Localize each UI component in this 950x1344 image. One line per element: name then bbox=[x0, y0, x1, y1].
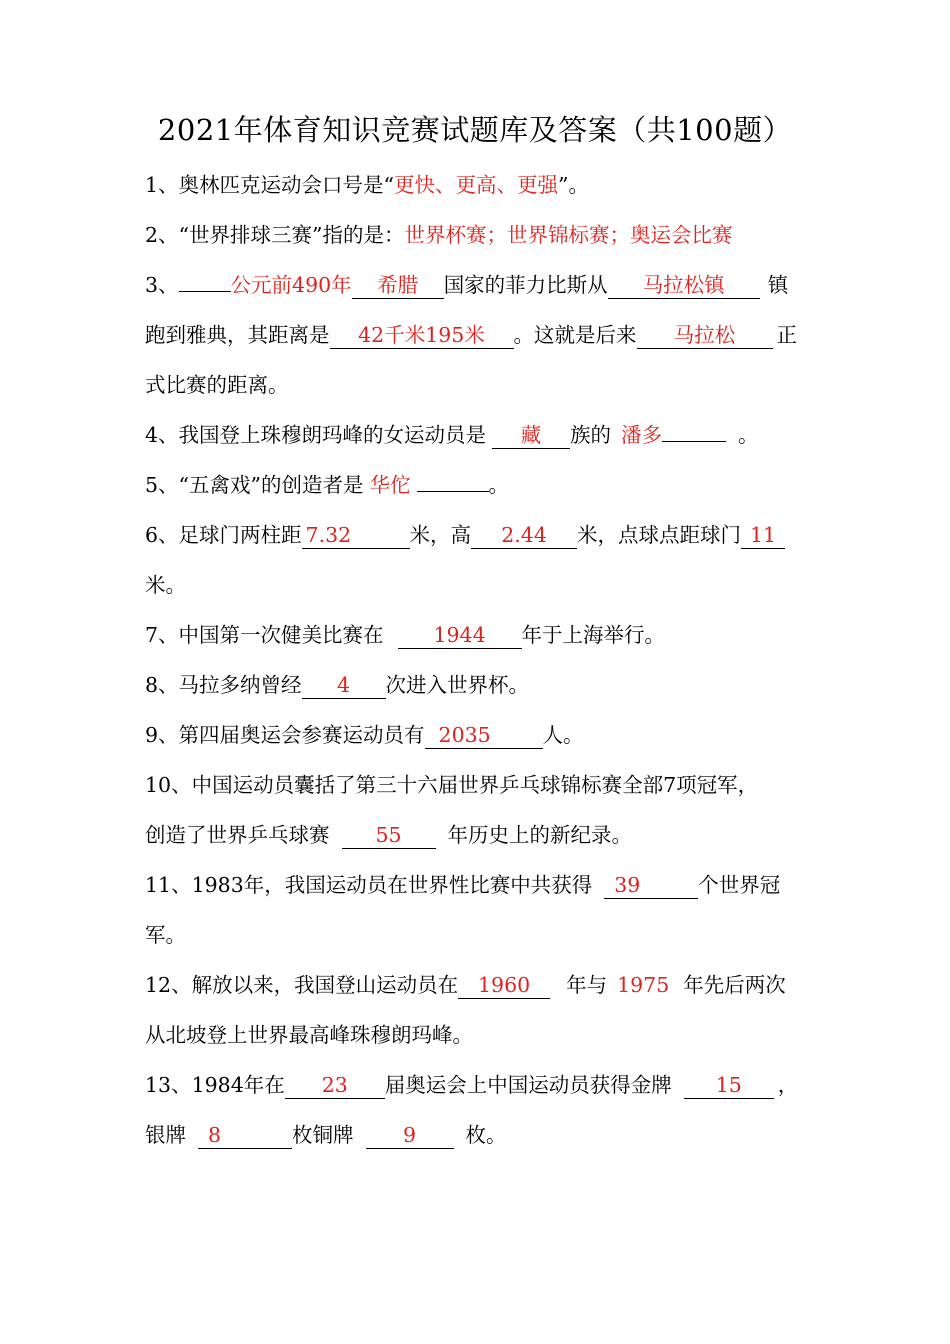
question-2 bbox=[145, 220, 810, 250]
answer: 世界杯赛；世界锦标赛；奥运会比赛 bbox=[404, 223, 733, 247]
question-11-line-2 bbox=[145, 920, 810, 950]
answer: 更快、更高、更强 bbox=[394, 173, 559, 197]
question-text: 银牌 bbox=[145, 1123, 186, 1147]
question-13-line-2 bbox=[145, 1120, 810, 1150]
answer-blank bbox=[604, 872, 698, 899]
answer: 8 bbox=[208, 1123, 222, 1147]
answer: 4 bbox=[337, 673, 351, 697]
answer-blank bbox=[302, 522, 410, 549]
answer-blank bbox=[198, 1122, 292, 1149]
question-text: 11、1983年，我国运动员在世界性比赛中共获得 bbox=[145, 873, 593, 897]
question-text: 。这就是后来 bbox=[513, 323, 637, 347]
question-text: 跑到雅典，其距离是 bbox=[145, 323, 330, 347]
question-text: 国家的菲力比斯从 bbox=[443, 273, 608, 297]
question-text: 米，点球点距球门 bbox=[577, 523, 742, 547]
answer: 华佗 bbox=[369, 473, 411, 497]
answer: 2035 bbox=[438, 723, 491, 747]
answer-blank bbox=[352, 272, 444, 299]
question-text: 米，高 bbox=[409, 523, 472, 547]
question-6 bbox=[145, 520, 810, 550]
question-text: 5、“五禽戏”的创造者是 bbox=[145, 473, 364, 497]
answer-blank bbox=[684, 1072, 774, 1099]
question-12 bbox=[145, 970, 810, 1000]
question-text: 1、奥林匹克运动会口号是“ bbox=[145, 173, 395, 197]
question-text: 次进入世界杯。 bbox=[385, 673, 530, 697]
question-text: 正 bbox=[776, 323, 797, 347]
answer: 藏 bbox=[520, 423, 542, 447]
answer-blank bbox=[285, 1072, 385, 1099]
question-text: 个世界冠 bbox=[698, 873, 781, 897]
question-number: 3、 bbox=[145, 273, 179, 297]
question-3 bbox=[145, 270, 810, 300]
question-6-line-2 bbox=[145, 570, 810, 600]
answer: 23 bbox=[321, 1073, 348, 1097]
question-text: 8、马拉多纳曾经 bbox=[145, 673, 302, 697]
answer: 11 bbox=[750, 523, 777, 547]
question-text: 4、我国登上珠穆朗玛峰的女运动员是 bbox=[145, 423, 487, 447]
question-12-line-2 bbox=[145, 1020, 810, 1050]
question-text: 族的 bbox=[570, 423, 612, 447]
answer: 2.44 bbox=[501, 523, 547, 547]
answer-blank bbox=[458, 972, 550, 999]
answer-blank bbox=[366, 1122, 454, 1149]
question-8 bbox=[145, 670, 810, 700]
answer-blank bbox=[398, 622, 522, 649]
question-text: ， bbox=[777, 1073, 799, 1097]
answer: 15 bbox=[715, 1073, 742, 1097]
question-text: 军。 bbox=[145, 923, 186, 947]
question-text: 7、中国第一次健美比赛在 bbox=[145, 623, 384, 647]
document-title: 2021年体育知识竞赛试题库及答案（共100题） bbox=[157, 113, 793, 147]
question-text: 从北坡登上世界最高峰珠穆朗玛峰。 bbox=[145, 1023, 473, 1047]
answer-blank bbox=[662, 441, 726, 442]
question-1 bbox=[145, 170, 810, 200]
question-text: 13、1984年在 bbox=[145, 1073, 285, 1097]
question-text: 9、第四届奥运会参赛运动员有 bbox=[145, 723, 425, 747]
question-text: 人。 bbox=[542, 723, 584, 747]
answer-blank bbox=[471, 522, 577, 549]
question-text: 年历史上的新纪录。 bbox=[447, 823, 632, 847]
answer: 公元前490年 bbox=[230, 273, 352, 297]
answer-blank bbox=[741, 522, 785, 549]
question-text: 创造了世界乒乓球赛 bbox=[145, 823, 330, 847]
answer-blank bbox=[637, 322, 773, 349]
question-text: 米。 bbox=[145, 573, 186, 597]
question-5 bbox=[145, 470, 810, 500]
question-9 bbox=[145, 720, 810, 750]
question-text: 。 bbox=[488, 473, 510, 497]
answer: 马拉松 bbox=[673, 323, 736, 347]
question-text: 枚铜牌 bbox=[292, 1123, 354, 1147]
question-text: 届奥运会上中国运动员获得金牌 bbox=[384, 1073, 672, 1097]
question-4 bbox=[145, 420, 810, 450]
question-text: 12、解放以来，我国登山运动员在 bbox=[145, 973, 459, 997]
answer-blank bbox=[608, 272, 760, 299]
answer: 7.32 bbox=[305, 523, 352, 547]
answer-blank bbox=[425, 722, 543, 749]
question-3-line-2 bbox=[145, 320, 810, 350]
question-7 bbox=[145, 620, 810, 650]
answer: 潘多 bbox=[621, 423, 663, 447]
answer: 希腊 bbox=[377, 273, 419, 297]
answer-blank bbox=[342, 822, 436, 849]
answer-blank bbox=[302, 672, 386, 699]
answer-blank bbox=[417, 491, 489, 492]
question-text: 10、中国运动员囊括了第三十六届世界乒乓球锦标赛全部7项冠军， bbox=[145, 773, 759, 797]
question-13 bbox=[145, 1070, 810, 1100]
question-text: 年与 bbox=[566, 973, 608, 997]
answer: 9 bbox=[402, 1123, 417, 1147]
question-text: ”。 bbox=[558, 173, 590, 197]
question-text: 年先后两次 bbox=[683, 973, 786, 997]
answer: 42千米195米 bbox=[358, 323, 485, 347]
question-text: 式比赛的距离。 bbox=[145, 373, 289, 397]
answer-blank bbox=[330, 322, 514, 349]
question-text: 镇 bbox=[767, 273, 789, 297]
answer: 1975 bbox=[617, 973, 670, 997]
question-text: 2、“世界排球三赛”指的是： bbox=[145, 223, 405, 247]
question-text: 枚。 bbox=[465, 1123, 507, 1147]
answer: 1944 bbox=[433, 623, 486, 647]
question-text: 年于上海举行。 bbox=[521, 623, 666, 647]
question-text: 。 bbox=[738, 423, 759, 447]
question-3-line-3 bbox=[145, 370, 810, 400]
answer: 马拉松镇 bbox=[642, 273, 725, 297]
answer: 55 bbox=[375, 823, 402, 847]
answer-blank bbox=[492, 422, 570, 449]
question-11 bbox=[145, 870, 810, 900]
question-text: 6、足球门两柱距 bbox=[145, 523, 302, 547]
question-10-line-2 bbox=[145, 820, 810, 850]
answer: 1960 bbox=[478, 973, 531, 997]
question-10 bbox=[145, 770, 810, 800]
answer-blank bbox=[179, 291, 231, 292]
answer: 39 bbox=[614, 873, 641, 897]
